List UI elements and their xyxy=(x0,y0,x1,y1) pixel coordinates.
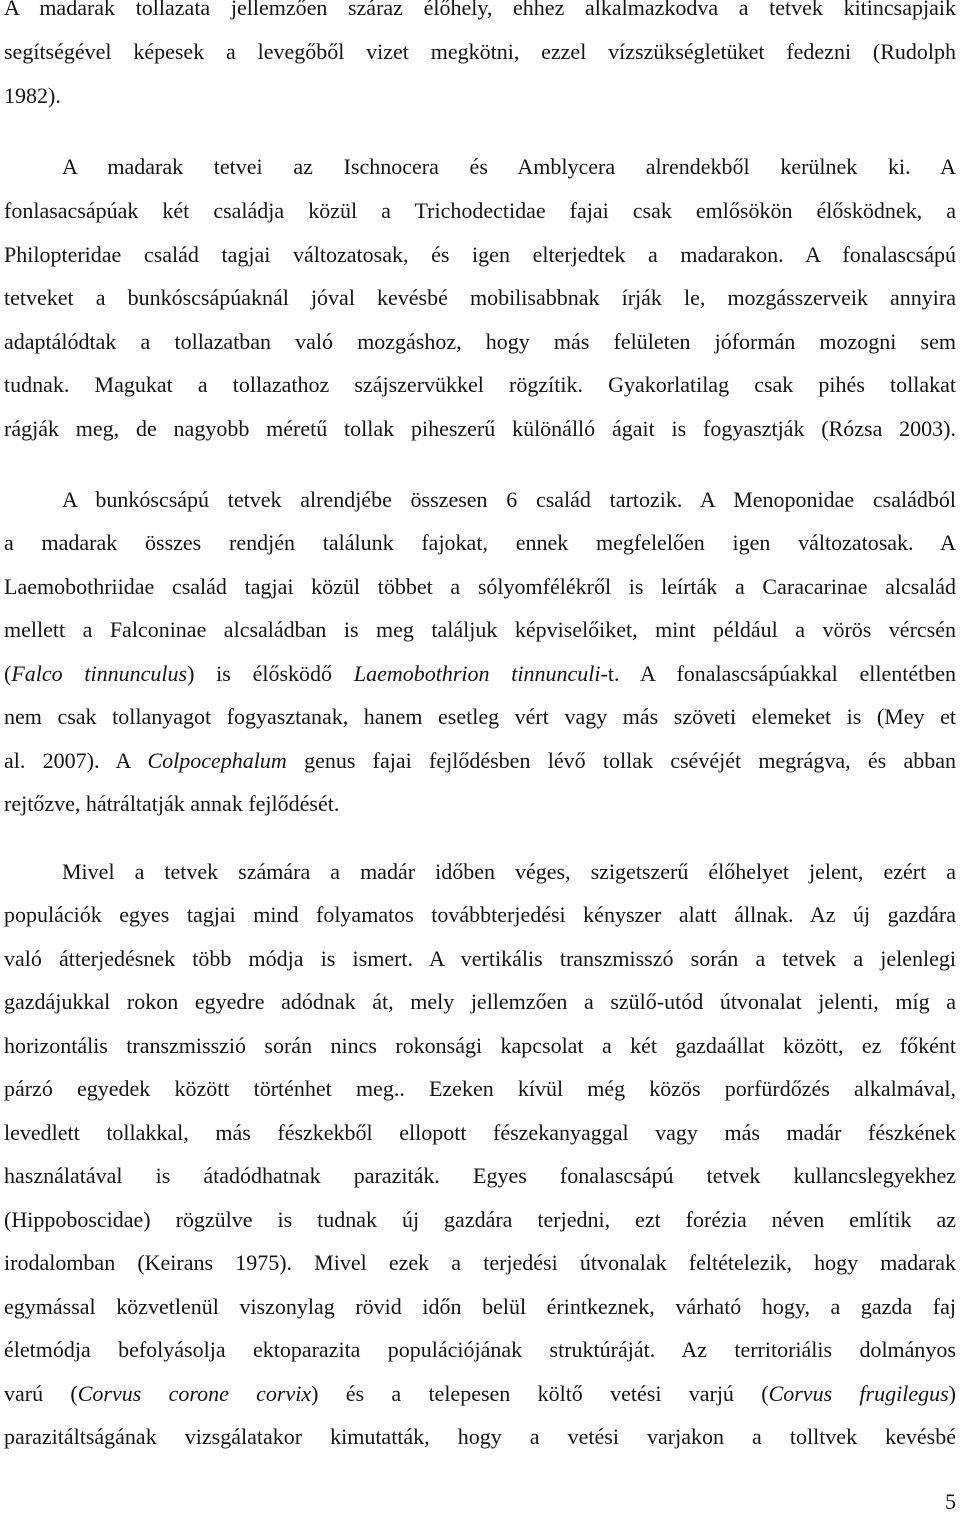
text-line xyxy=(4,703,956,731)
text-line xyxy=(4,328,956,356)
text-line xyxy=(4,1162,956,1190)
text-line xyxy=(4,82,956,110)
text-run: 1982). xyxy=(4,83,61,108)
text-run: párzó egyedek között történhet meg.. Ezeken kívül még közös porfürdőzés alkalmával, xyxy=(4,1076,956,1101)
text-line xyxy=(4,1423,956,1451)
text-run: al. 2007). A xyxy=(4,748,148,773)
text-run: segítségével képesek a levegőből vizet megkötni, ezzel vízszükségletüket fedezni (Rudolph xyxy=(4,39,956,64)
text-line xyxy=(4,529,956,557)
species-name: Colpocephalum xyxy=(147,748,287,773)
text-run: használatával is átadódhatnak paraziták. Egyes fonalascsápú tetvek kullancslegyekhez xyxy=(4,1163,956,1188)
text-run: A madarak tollazata jellemzően száraz élőhely, ehhez alkalmazkodva a tetvek kitincsapjaik xyxy=(4,0,956,20)
text-run: tetveket a bunkóscsápúaknál jóval kevésbé mobilisabbnak írják le, mozgásszerveik annyira xyxy=(4,285,956,310)
text-line xyxy=(4,790,956,818)
text-line xyxy=(4,988,956,1016)
text-line xyxy=(4,1336,956,1364)
species-name: Corvus frugilegus xyxy=(768,1381,949,1406)
text-line xyxy=(4,38,956,66)
text-run: ) xyxy=(948,1381,956,1406)
text-line xyxy=(62,858,956,886)
text-line xyxy=(4,0,956,22)
text-run: (Hippoboscidae) rögzülve is tudnak új gazdára terjedni, ezt forézia néven említik az xyxy=(4,1207,956,1232)
text-line xyxy=(4,1380,956,1408)
text-line xyxy=(4,1075,956,1103)
text-line xyxy=(4,371,956,399)
text-line xyxy=(62,153,956,181)
text-run: való átterjedésnek több módja is ismert. A vertikális transzmisszó során a tetvek a jelenlegi xyxy=(4,946,956,971)
text-run: ) is élősködő xyxy=(187,661,354,686)
text-run: Philopteridae család tagjai változatosak, és igen elterjedtek a madarakon. A fonalascsápú xyxy=(4,242,956,267)
text-run: A madarak tetvei az Ischnocera és Amblycera alrendekből kerülnek ki. A xyxy=(62,154,956,179)
text-run: levedlett tollakkal, más fészkekből ellopott fészekanyaggal vagy más madár fészkének xyxy=(4,1120,956,1145)
text-run: horizontális transzmisszió során nincs rokonsági kapcsolat a két gazdaállat között, ez főként xyxy=(4,1033,956,1058)
text-run: populációk egyes tagjai mind folyamatos továbbterjedési kényszer alatt állnak. Az új gazdára xyxy=(4,902,956,927)
text-line xyxy=(4,1119,956,1147)
species-name: Corvus corone corvix xyxy=(77,1381,312,1406)
text-run: ( xyxy=(4,661,12,686)
text-run: a madarak összes rendjén találunk fajokat, ennek megfelelően igen változatosak. A xyxy=(4,530,956,555)
text-line xyxy=(4,616,956,644)
text-run: ) és a telepesen költő vetési varjú ( xyxy=(311,1381,769,1406)
text-line xyxy=(4,415,956,443)
text-line xyxy=(4,1032,956,1060)
text-run: mellett a Falconinae alcsaládban is meg találjuk képviselőiket, mint például a vörös vércsén xyxy=(4,617,956,642)
text-run: gazdájukkal rokon egyedre adódnak át, mely jellemzően a szülő-utód útvonalat jelenti, míg a xyxy=(4,989,956,1014)
species-name: Laemobothrion tinnunculi xyxy=(353,661,601,686)
text-line xyxy=(4,241,956,269)
text-line xyxy=(4,197,956,225)
text-line xyxy=(4,1249,956,1277)
text-line xyxy=(4,1293,956,1321)
text-run: Mivel a tetvek számára a madár időben véges, szigetszerű élőhelyet jelent, ezért a xyxy=(62,859,956,884)
text-run: irodalomban (Keirans 1975). Mivel ezek a terjedési útvonalak feltételezik, hogy madarak xyxy=(4,1250,956,1275)
text-line xyxy=(4,747,956,775)
text-run: rejtőzve, hátráltatják annak fejlődését. xyxy=(4,791,340,816)
text-run: -t. A fonalascsápúakkal ellentétben xyxy=(600,661,956,686)
text-run: egymással közvetlenül viszonylag rövid időn belül érintkeznek, várható hogy, a gazda faj xyxy=(4,1294,956,1319)
species-name: Falco tinnunculus xyxy=(11,661,188,686)
text-line xyxy=(4,573,956,601)
text-run: Laemobothriidae család tagjai közül többet a sólyomfélékről is leírták a Caracarinae alcsalád xyxy=(4,574,956,599)
text-line xyxy=(62,486,956,514)
text-run: rágják meg, de nagyobb méretű tollak piheszerű különálló ágait is fogyasztják (Rózsa 2003). xyxy=(4,416,956,441)
text-run: adaptálódtak a tollazatban való mozgáshoz, hogy más felületen jóformán mozogni sem xyxy=(4,329,956,354)
text-run: varú ( xyxy=(4,1381,78,1406)
text-run: életmódja befolyásolja ektoparazita populációjának struktúráját. Az territoriális dolmányos xyxy=(4,1337,956,1362)
text-run: parazitáltságának vizsgálatakor kimutatták, hogy a vetési varjakon a tolltvek kevésbé xyxy=(4,1424,956,1449)
text-run: fonlasacsápúak két családja közül a Trichodectidae fajai csak emlősökön élősködnek, a xyxy=(4,198,956,223)
text-run: A bunkóscsápú tetvek alrendjébe összesen 6 család tartozik. A Menoponidae családból xyxy=(62,487,956,512)
text-line xyxy=(4,1206,956,1234)
text-line xyxy=(4,660,956,688)
text-run: genus fajai fejlődésben lévő tollak csévéjét megrágva, és abban xyxy=(286,748,956,773)
text-line xyxy=(4,945,956,973)
text-run: tudnak. Magukat a tollazathoz szájszervükkel rögzítik. Gyakorlatilag csak pihés tollakat xyxy=(4,372,956,397)
text-line xyxy=(4,284,956,312)
page-number: 5 xyxy=(945,1489,956,1514)
text-line xyxy=(4,901,956,929)
text-run: nem csak tollanyagot fogyasztanak, hanem esetleg vért vagy más szöveti elemeket is (Mey et xyxy=(4,704,956,729)
